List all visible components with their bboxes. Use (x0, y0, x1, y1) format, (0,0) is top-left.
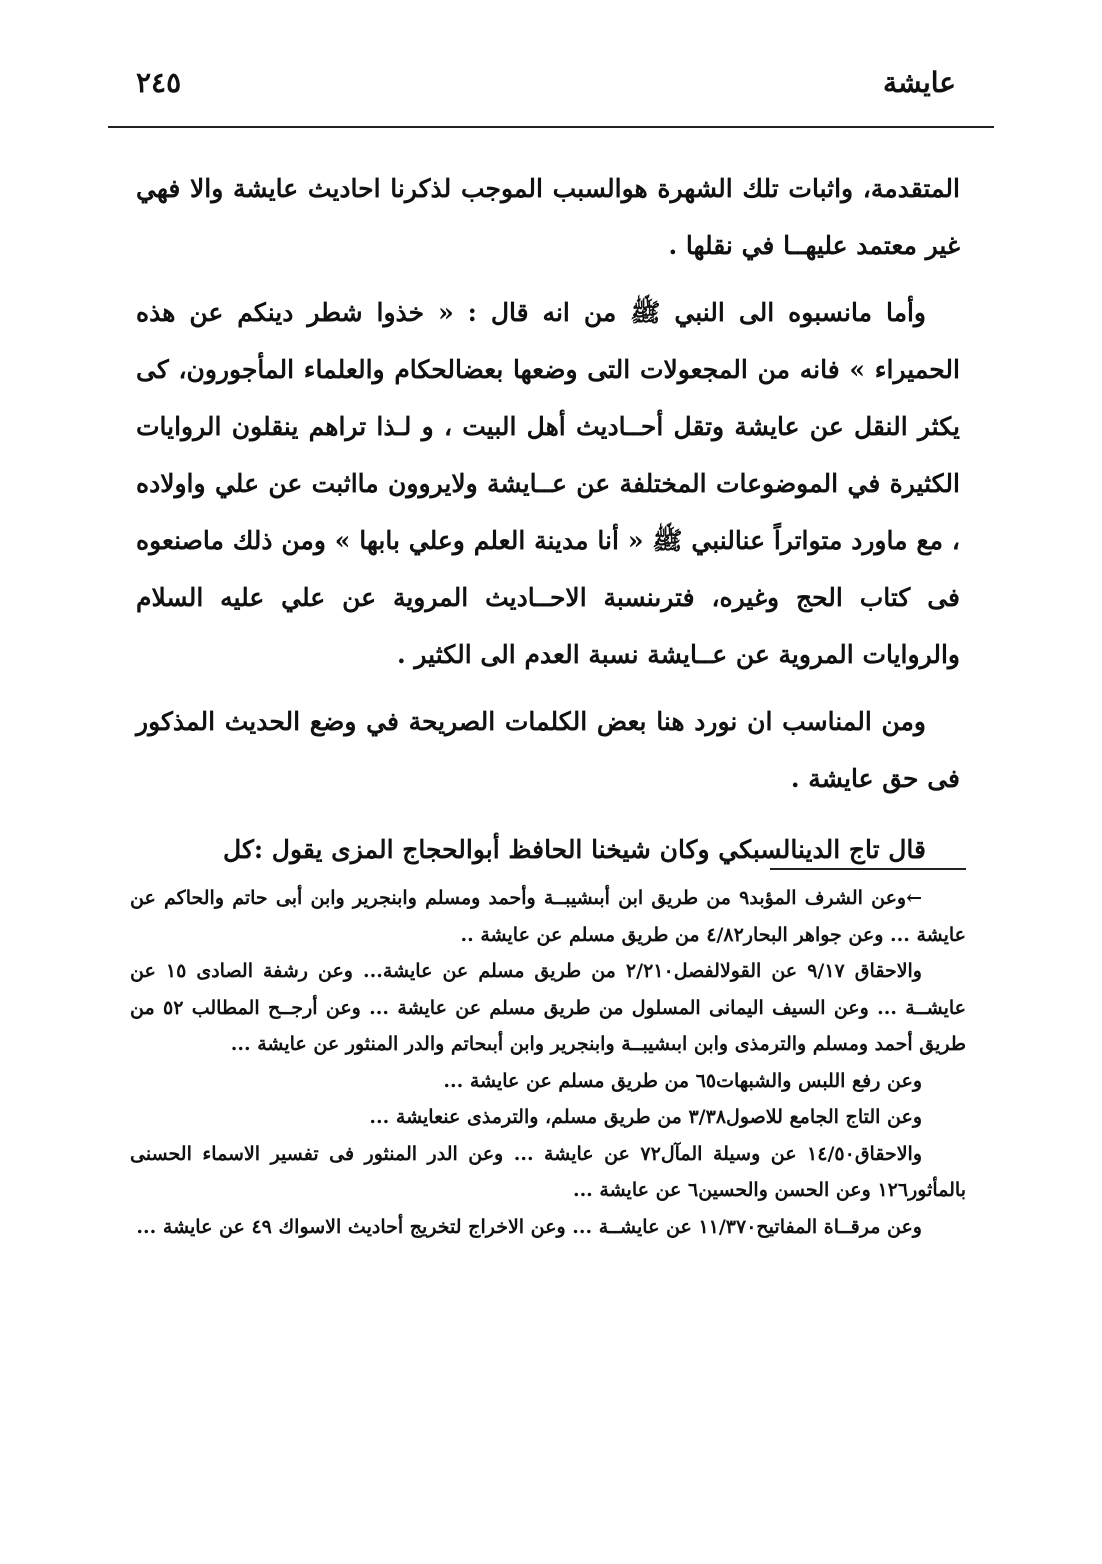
page-number: ٢٤٥ (136, 66, 182, 99)
footnotes (130, 880, 966, 1245)
body-paragraph: وأما مانسبوه الى النبي ﷺ من انه قال : « خذوا شطر دينكم عن هذه الحميراء » فانه من المجعولات التى وضعها بعضالحكام والعلماء المأجورون، كى يكثر النقل عن عايشة وتقل أحــاديث أهل البيت ، و لـذا تراهم ينقلون الروايات الكثيرة في الموضوعات المختلفة عن عــايشة ولايروون مااثبت عن علي واولاده ، مع ماورد متواتراً عنالنبي ﷺ « أنا مدينة العلم وعلي بابها » ومن ذلك ماصنعوه فى كتاب الحج وغيره، فترىنسبة الاحــاديث المروية عن علي عليه السلام والروايات المروية عن عــايشة نسبة العدم الى الكثير . (136, 298, 960, 669)
footnote-paragraph: ←وعن الشرف المؤبد٩ من طريق ابن أبىشيبــة وأحمد ومسلم وابنجرير وابن أبى حاتم والحاكم عن عايشة ... وعن جواهر البحار٤/٨٢ من طريق مسلم عن عايشة .. (130, 887, 966, 946)
footnote-paragraph: والاحقاق ٩/١٧ عن القولالفصل٢/٢١٠ من طريق مسلم عن عايشة... وعن رشفة الصادى ١٥ عن عايشــة ... وعن السيف اليمانى المسلول من طريق مسلم عن عايشة ... وعن أرجــح المطالب ٥٢ من طريق أحمد ومسلم والترمذى وابن ابىشيبــة وابنجرير وابن أبىحاتم والدر المنثور عن عايشة ... (130, 960, 966, 1055)
footnote-rule (770, 868, 966, 870)
body-paragraph: قال تاج الدينالسبكي وكان شيخنا الحافظ أبوالحجاج المزى يقول :كل (223, 835, 926, 864)
body-paragraph: ومن المناسب ان نورد هنا بعض الكلمات الصريحة في وضع الحديث المذكور فى حق عايشة . (136, 707, 960, 793)
header-rule (108, 126, 994, 128)
footnote-paragraph: وعن التاج الجامع للاصول٣/٣٨ من طريق مسلم، والترمذى عنعايشة ... (369, 1106, 922, 1128)
running-title: عايشة (882, 66, 956, 99)
footnote-paragraph: وعن مرقــاة المفاتيح١١/٣٧٠ عن عايشــة ... وعن الاخراج لتخريج أحاديث الاسواك ٤٩ عن عايشة ... (136, 1215, 922, 1238)
page-header (136, 62, 956, 118)
footnote-paragraph: والاحقاق١٤/٥٠ عن وسيلة المآل٧٢ عن عايشة ... وعن الدر المنثور فى تفسير الاسماء الحسنى بالمأثور١٢٦ وعن الحسن والحسين٦ عن عايشة ... (130, 1142, 966, 1201)
body-paragraph: المتقدمة، واثبات تلك الشهرة هوالسبب الموجب لذكرنا احاديث عايشة والا فهي غير معتمد عليهــا في نقلها . (136, 174, 960, 260)
main-text (136, 160, 960, 878)
footnote-paragraph: وعن رفع اللبس والشبهات٦٥ من طريق مسلم عن عايشة ... (443, 1069, 922, 1092)
